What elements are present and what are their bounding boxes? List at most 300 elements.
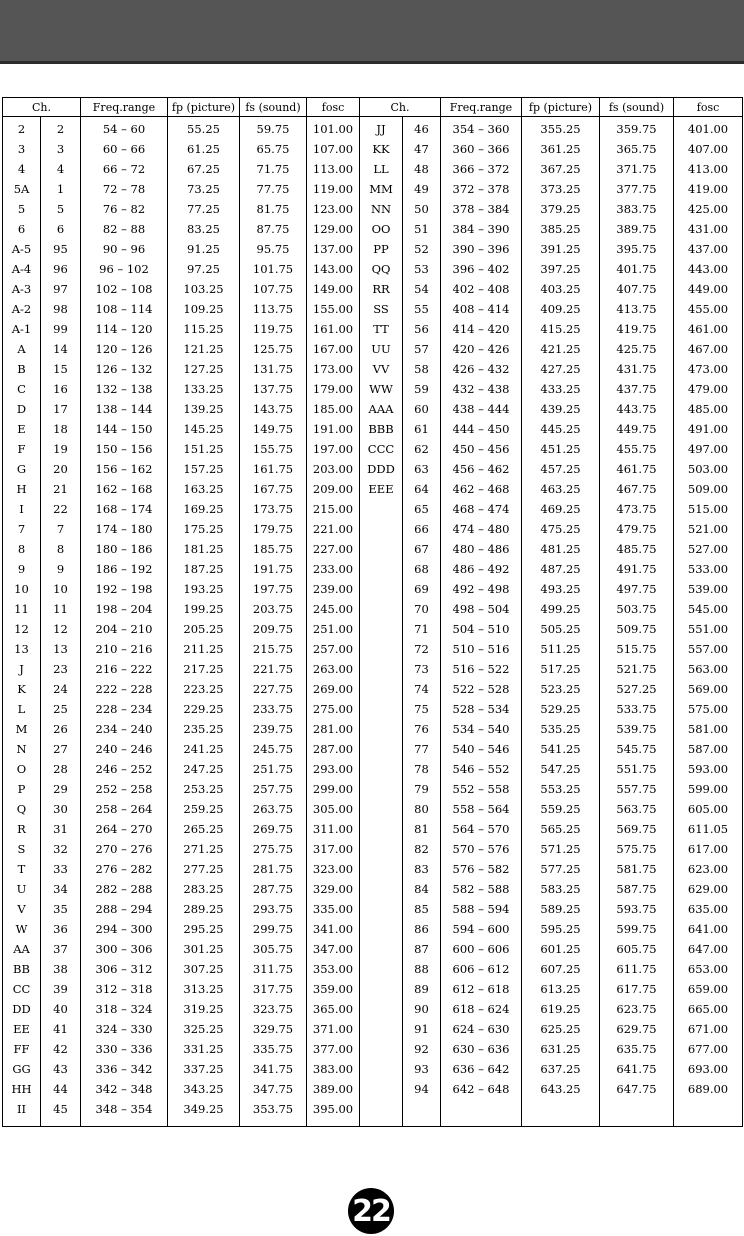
table-cell: 75 — [403, 699, 441, 719]
table-cell: 97 — [41, 279, 81, 299]
table-cell: 30 — [41, 799, 81, 819]
table-cell: 107.00 — [307, 139, 360, 159]
table-cell: 462 – 468 — [441, 479, 522, 499]
table-cell: 1 — [41, 179, 81, 199]
table-cell — [360, 859, 403, 879]
table-cell: G — [3, 459, 41, 479]
table-cell: 275.00 — [307, 699, 360, 719]
table-cell: 439.25 — [522, 399, 600, 419]
table-cell: 129.00 — [307, 219, 360, 239]
table-cell: PP — [360, 239, 403, 259]
table-cell: 55.25 — [168, 117, 240, 140]
table-cell — [360, 879, 403, 899]
table-cell: 539.00 — [674, 579, 743, 599]
table-cell: 517.25 — [522, 659, 600, 679]
table-cell: 551.75 — [600, 759, 674, 779]
table-row — [3, 319, 743, 339]
table-cell: WW — [360, 379, 403, 399]
table-cell: BBB — [360, 419, 403, 439]
table-cell: 185.00 — [307, 399, 360, 419]
table-cell: 605.00 — [674, 799, 743, 819]
table-cell: 557.00 — [674, 639, 743, 659]
table-cell: A — [3, 339, 41, 359]
table-cell — [360, 939, 403, 959]
table-row — [3, 659, 743, 679]
table-cell: 486 – 492 — [441, 559, 522, 579]
table-cell: 221.00 — [307, 519, 360, 539]
table-cell: 365.75 — [600, 139, 674, 159]
table-cell: 2 — [3, 117, 41, 140]
table-cell: 629.00 — [674, 879, 743, 899]
table-cell: GG — [3, 1059, 41, 1079]
table-cell: F — [3, 439, 41, 459]
table-cell: 67 — [403, 539, 441, 559]
table-cell: 498 – 504 — [441, 599, 522, 619]
table-cell: 299.75 — [240, 919, 307, 939]
table-cell: 347.00 — [307, 939, 360, 959]
header-freq-range-left: Freq.range — [81, 98, 168, 117]
frequency-table — [2, 97, 743, 1127]
table-cell — [360, 1039, 403, 1059]
table-cell: 403.25 — [522, 279, 600, 299]
table-cell: E — [3, 419, 41, 439]
page-number: 22 — [348, 1188, 394, 1234]
table-cell: 523.25 — [522, 679, 600, 699]
table-cell: 37 — [41, 939, 81, 959]
table-cell: 449.75 — [600, 419, 674, 439]
table-cell: 576 – 582 — [441, 859, 522, 879]
table-cell: 251.00 — [307, 619, 360, 639]
table-cell — [360, 799, 403, 819]
table-cell: 275.75 — [240, 839, 307, 859]
table-cell: AA — [3, 939, 41, 959]
table-cell: 383.75 — [600, 199, 674, 219]
table-cell: J — [3, 659, 41, 679]
table-cell: 36 — [41, 919, 81, 939]
table-cell: 450 – 456 — [441, 439, 522, 459]
table-cell — [360, 819, 403, 839]
table-cell: 455.00 — [674, 299, 743, 319]
table-cell: 4 — [41, 159, 81, 179]
table-cell: 60 – 66 — [81, 139, 168, 159]
table-cell: 71.75 — [240, 159, 307, 179]
table-cell: 51 — [403, 219, 441, 239]
table-cell: 647.75 — [600, 1079, 674, 1099]
table-cell: 191.00 — [307, 419, 360, 439]
table-cell: 593.75 — [600, 899, 674, 919]
table-cell: 65.75 — [240, 139, 307, 159]
table-cell: 444 – 450 — [441, 419, 522, 439]
table-cell: 469.25 — [522, 499, 600, 519]
table-cell: 87.75 — [240, 219, 307, 239]
table-cell: 80 — [403, 799, 441, 819]
table-cell: 245.00 — [307, 599, 360, 619]
table-cell: 56 — [403, 319, 441, 339]
header-fs-left: fs (sound) — [240, 98, 307, 117]
table-cell: 7 — [3, 519, 41, 539]
table-cell: JJ — [360, 117, 403, 140]
table-cell: 540 – 546 — [441, 739, 522, 759]
table-cell: 18 — [41, 419, 81, 439]
table-cell — [360, 559, 403, 579]
table-row — [3, 679, 743, 699]
table-cell: 173.00 — [307, 359, 360, 379]
table-cell: 8 — [41, 539, 81, 559]
table-cell: 52 — [403, 239, 441, 259]
table-cell: 384 – 390 — [441, 219, 522, 239]
table-row — [3, 979, 743, 999]
table-cell: 149.00 — [307, 279, 360, 299]
table-cell: 28 — [41, 759, 81, 779]
table-cell: 7 — [41, 519, 81, 539]
table-cell: 91 — [403, 1019, 441, 1039]
table-cell: 72 — [403, 639, 441, 659]
table-cell: 425.75 — [600, 339, 674, 359]
table-cell: 109.25 — [168, 299, 240, 319]
table-cell: 91.25 — [168, 239, 240, 259]
table-cell: 397.25 — [522, 259, 600, 279]
table-cell: 125.75 — [240, 339, 307, 359]
table-cell: 480 – 486 — [441, 539, 522, 559]
header-fs-right: fs (sound) — [600, 98, 674, 117]
table-cell: 306 – 312 — [81, 959, 168, 979]
table-row — [3, 839, 743, 859]
table-cell: 83.25 — [168, 219, 240, 239]
table-cell: 221.75 — [240, 659, 307, 679]
table-cell: 205.25 — [168, 619, 240, 639]
table-cell: SS — [360, 299, 403, 319]
table-cell: A-1 — [3, 319, 41, 339]
table-row — [3, 859, 743, 879]
table-cell: 54 – 60 — [81, 117, 168, 140]
header-fp-left: fp (picture) — [168, 98, 240, 117]
table-cell: 413.75 — [600, 299, 674, 319]
header-freq-range-right: Freq.range — [441, 98, 522, 117]
table-cell: 3 — [41, 139, 81, 159]
table-cell: 570 – 576 — [441, 839, 522, 859]
table-row — [3, 1019, 743, 1039]
table-cell: 361.25 — [522, 139, 600, 159]
table-cell: 114 – 120 — [81, 319, 168, 339]
table-cell: 611.05 — [674, 819, 743, 839]
table-cell: 294 – 300 — [81, 919, 168, 939]
table-cell: 61 — [403, 419, 441, 439]
table-cell: 390 – 396 — [441, 239, 522, 259]
table-cell: 47 — [403, 139, 441, 159]
table-cell: 217.25 — [168, 659, 240, 679]
table-cell: 461.75 — [600, 459, 674, 479]
table-cell: 631.25 — [522, 1039, 600, 1059]
table-cell: 270 – 276 — [81, 839, 168, 859]
table-cell: 643.25 — [522, 1079, 600, 1099]
table-cell: 168 – 174 — [81, 499, 168, 519]
table-cell: 96 — [41, 259, 81, 279]
table-cell — [360, 519, 403, 539]
table-cell — [360, 1019, 403, 1039]
table-cell — [360, 979, 403, 999]
table-cell: 527.00 — [674, 539, 743, 559]
table-cell: 641.00 — [674, 919, 743, 939]
table-cell: 515.75 — [600, 639, 674, 659]
header-fosc-right: fosc — [674, 98, 743, 117]
table-cell: 174 – 180 — [81, 519, 168, 539]
table-row — [3, 959, 743, 979]
table-cell: 66 — [403, 519, 441, 539]
table-cell: 407.75 — [600, 279, 674, 299]
table-cell: 83 — [403, 859, 441, 879]
table-cell: 569.00 — [674, 679, 743, 699]
table-cell: 497.00 — [674, 439, 743, 459]
table-cell: 227.00 — [307, 539, 360, 559]
table-cell: 283.25 — [168, 879, 240, 899]
table-cell: 58 — [403, 359, 441, 379]
table-cell: 139.25 — [168, 399, 240, 419]
table-row — [3, 419, 743, 439]
table-cell: 569.75 — [600, 819, 674, 839]
table-cell: 6 — [41, 219, 81, 239]
table-cell: 553.25 — [522, 779, 600, 799]
table-row — [3, 899, 743, 919]
table-cell: 599.75 — [600, 919, 674, 939]
table-cell: 241.25 — [168, 739, 240, 759]
table-cell: 76 – 82 — [81, 199, 168, 219]
table-cell: 402 – 408 — [441, 279, 522, 299]
table-cell — [360, 899, 403, 919]
table-cell — [360, 699, 403, 719]
table-cell: 419.75 — [600, 319, 674, 339]
table-cell — [360, 639, 403, 659]
table-cell: 323.75 — [240, 999, 307, 1019]
table-cell: 516 – 522 — [441, 659, 522, 679]
table-cell: 693.00 — [674, 1059, 743, 1079]
table-cell: 425.00 — [674, 199, 743, 219]
table-cell: DDD — [360, 459, 403, 479]
table-cell: 264 – 270 — [81, 819, 168, 839]
table-cell: 209.75 — [240, 619, 307, 639]
table-row — [3, 459, 743, 479]
table-cell: 151.25 — [168, 439, 240, 459]
table-cell: 89 — [403, 979, 441, 999]
table-cell: 467.00 — [674, 339, 743, 359]
table-cell: 90 – 96 — [81, 239, 168, 259]
table-cell: 246 – 252 — [81, 759, 168, 779]
table-cell: 659.00 — [674, 979, 743, 999]
table-cell: 15 — [41, 359, 81, 379]
table-cell: 337.25 — [168, 1059, 240, 1079]
table-cell: 318 – 324 — [81, 999, 168, 1019]
table-cell: 563.75 — [600, 799, 674, 819]
table-cell: 229.25 — [168, 699, 240, 719]
table-row — [3, 219, 743, 239]
table-cell: 589.25 — [522, 899, 600, 919]
table-row — [3, 359, 743, 379]
table-cell: 342 – 348 — [81, 1079, 168, 1099]
table-cell: 527.25 — [600, 679, 674, 699]
table-cell: 199.25 — [168, 599, 240, 619]
table-cell: 671.00 — [674, 1019, 743, 1039]
table-cell: 101.00 — [307, 117, 360, 140]
table-cell: 19 — [41, 439, 81, 459]
table-cell: 61.25 — [168, 139, 240, 159]
table-cell: 307.25 — [168, 959, 240, 979]
table-cell: 312 – 318 — [81, 979, 168, 999]
table-cell: 372 – 378 — [441, 179, 522, 199]
table-cell: 641.75 — [600, 1059, 674, 1079]
table-cell: 647.00 — [674, 939, 743, 959]
table-cell: 415.25 — [522, 319, 600, 339]
table-cell: 391.25 — [522, 239, 600, 259]
table-cell: 48 — [403, 159, 441, 179]
table-cell: 72 – 78 — [81, 179, 168, 199]
table-cell: 359.75 — [600, 117, 674, 140]
table-row — [3, 759, 743, 779]
table-cell: 605.75 — [600, 939, 674, 959]
table-cell: 235.25 — [168, 719, 240, 739]
table-cell: 301.25 — [168, 939, 240, 959]
table-cell: 317.75 — [240, 979, 307, 999]
table-cell: 76 — [403, 719, 441, 739]
table-cell: 575.75 — [600, 839, 674, 859]
table-cell: 97.25 — [168, 259, 240, 279]
table-cell: 281.00 — [307, 719, 360, 739]
table-cell: 269.00 — [307, 679, 360, 699]
table-cell: 33 — [41, 859, 81, 879]
table-cell: 155.75 — [240, 439, 307, 459]
table-cell — [674, 1099, 743, 1127]
table-cell: 613.25 — [522, 979, 600, 999]
table-cell: 473.75 — [600, 499, 674, 519]
table-cell: 81 — [403, 819, 441, 839]
table-cell: 552 – 558 — [441, 779, 522, 799]
table-cell: 563.00 — [674, 659, 743, 679]
table-cell: 625.25 — [522, 1019, 600, 1039]
table-cell: CCC — [360, 439, 403, 459]
table-body — [3, 117, 743, 1127]
table-cell — [360, 959, 403, 979]
table-cell: 20 — [41, 459, 81, 479]
table-cell: 233.00 — [307, 559, 360, 579]
table-cell: 143.00 — [307, 259, 360, 279]
table-cell: 485.00 — [674, 399, 743, 419]
table-cell: 437.00 — [674, 239, 743, 259]
table-cell: 101.75 — [240, 259, 307, 279]
table-cell: 79 — [403, 779, 441, 799]
table-cell: 545.75 — [600, 739, 674, 759]
table-header-row — [3, 98, 743, 117]
table-cell: 99 — [41, 319, 81, 339]
table-cell: 293.00 — [307, 759, 360, 779]
table-cell: 38 — [41, 959, 81, 979]
table-cell: 21 — [41, 479, 81, 499]
table-cell: M — [3, 719, 41, 739]
table-cell: EE — [3, 1019, 41, 1039]
table-cell — [522, 1099, 600, 1127]
table-cell: 94 — [403, 1079, 441, 1099]
table-row — [3, 919, 743, 939]
table-row — [3, 139, 743, 159]
table-cell: A-5 — [3, 239, 41, 259]
table-cell: 288 – 294 — [81, 899, 168, 919]
table-cell: 29 — [41, 779, 81, 799]
table-cell: 143.75 — [240, 399, 307, 419]
table-row — [3, 619, 743, 639]
table-cell: TT — [360, 319, 403, 339]
table-cell: 323.00 — [307, 859, 360, 879]
table-cell: 11 — [41, 599, 81, 619]
table-row — [3, 479, 743, 499]
table-cell: 617.00 — [674, 839, 743, 859]
table-cell: 87 — [403, 939, 441, 959]
table-cell: 74 — [403, 679, 441, 699]
table-cell: 40 — [41, 999, 81, 1019]
table-cell: 12 — [3, 619, 41, 639]
table-row — [3, 299, 743, 319]
table-cell: 145.25 — [168, 419, 240, 439]
table-cell: 234 – 240 — [81, 719, 168, 739]
table-cell: 222 – 228 — [81, 679, 168, 699]
table-cell: 88 — [403, 959, 441, 979]
table-row — [3, 519, 743, 539]
table-cell: 96 – 102 — [81, 259, 168, 279]
table-cell: 239.00 — [307, 579, 360, 599]
table-cell: 606 – 612 — [441, 959, 522, 979]
table-cell: 31 — [41, 819, 81, 839]
table-cell: 85 — [403, 899, 441, 919]
table-row — [3, 639, 743, 659]
table-cell: 161.75 — [240, 459, 307, 479]
table-cell: S — [3, 839, 41, 859]
table-cell: 365.00 — [307, 999, 360, 1019]
table-cell: 127.25 — [168, 359, 240, 379]
table-cell: 276 – 282 — [81, 859, 168, 879]
table-row — [3, 559, 743, 579]
table-cell: 197.00 — [307, 439, 360, 459]
table-row — [3, 239, 743, 259]
table-row — [3, 379, 743, 399]
table-cell: 187.25 — [168, 559, 240, 579]
table-cell: 144 – 150 — [81, 419, 168, 439]
table-cell: 389.75 — [600, 219, 674, 239]
table-cell: 426 – 432 — [441, 359, 522, 379]
table-cell: 251.75 — [240, 759, 307, 779]
table-cell: O — [3, 759, 41, 779]
table-cell — [360, 759, 403, 779]
table-cell: 624 – 630 — [441, 1019, 522, 1039]
table-cell: 324 – 330 — [81, 1019, 168, 1039]
table-cell: 78 — [403, 759, 441, 779]
table-cell: 541.25 — [522, 739, 600, 759]
table-cell: 5A — [3, 179, 41, 199]
table-cell: 258 – 264 — [81, 799, 168, 819]
table-cell: 77 — [403, 739, 441, 759]
table-cell: Q — [3, 799, 41, 819]
table-cell: 163.25 — [168, 479, 240, 499]
table-cell: 515.00 — [674, 499, 743, 519]
table-cell: 341.00 — [307, 919, 360, 939]
table-cell — [360, 1099, 403, 1127]
table-row — [3, 939, 743, 959]
table-cell: 66 – 72 — [81, 159, 168, 179]
table-cell: 354 – 360 — [441, 117, 522, 140]
table-cell: 281.75 — [240, 859, 307, 879]
table-cell: 108 – 114 — [81, 299, 168, 319]
table-cell: 330 – 336 — [81, 1039, 168, 1059]
table-cell: 595.25 — [522, 919, 600, 939]
table-cell: 353.00 — [307, 959, 360, 979]
table-cell: 223.25 — [168, 679, 240, 699]
table-cell: 257.75 — [240, 779, 307, 799]
table-cell: 92 — [403, 1039, 441, 1059]
